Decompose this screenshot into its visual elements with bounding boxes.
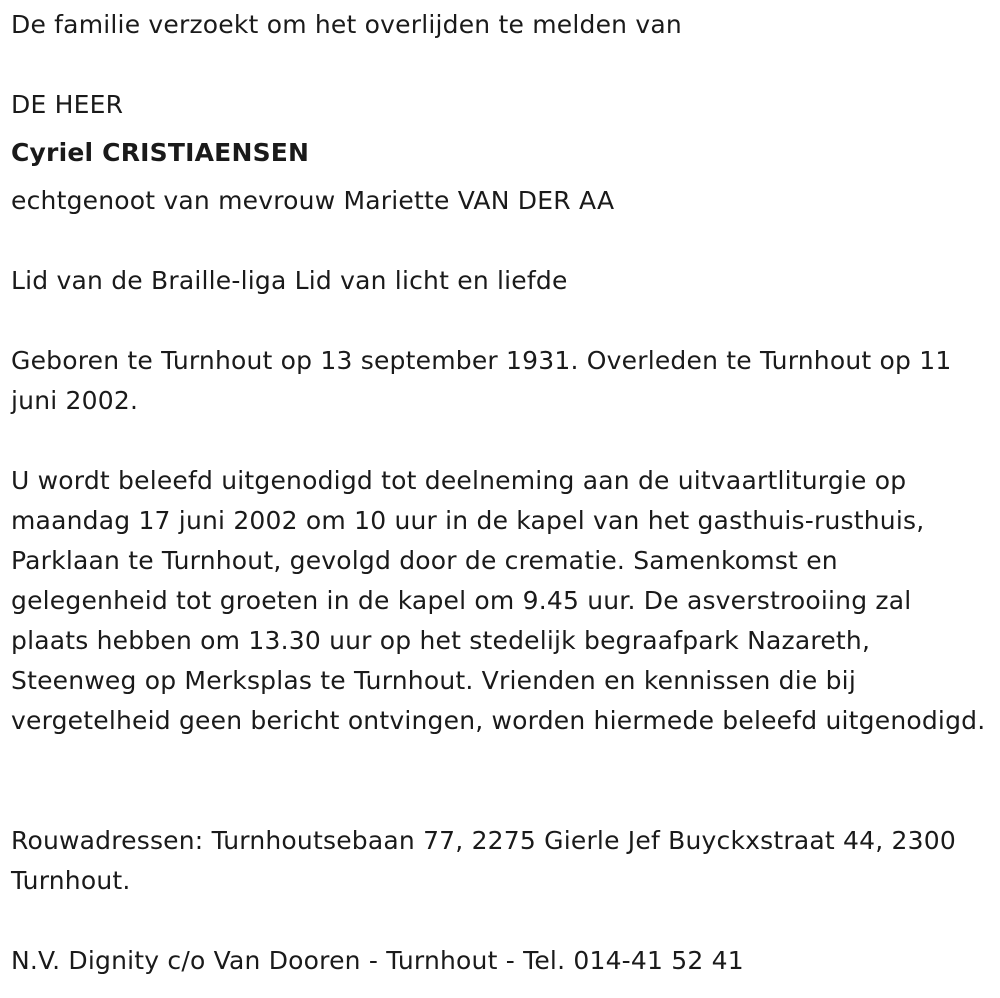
memberships-text: Lid van de Braille-liga Lid van licht en liefde: [11, 266, 568, 295]
birth-death-text: Geboren te Turnhout op 13 september 1931. Overleden te Turnhout op 11 juni 2002.: [11, 346, 952, 415]
spouse-text: echtgenoot van mevrouw Mariette VAN DER AA: [11, 186, 615, 215]
deceased-name: Cyriel CRISTIAENSEN: [11, 138, 310, 167]
invitation-text: U wordt beleefd uitgenodigd tot deelneming aan de uitvaartliturgie op maandag 17 juni 2002 om 10 uur in de kapel van het gasthuis-rusthuis, Parklaan te Turnhout, gevolgd door de crematie. Samenkomst en gelegenheid tot groeten in de kapel om 9.45 uur. De asverstrooiing zal plaats hebben om 13.30 uur op het stedelijk begraafpark Nazareth, Steenweg op Merksplas te Turnhout. Vrienden en kennissen die bij vergetelheid geen bericht ontvingen, worden hiermede beleefd uitgenodigd.: [11, 466, 986, 735]
intro-text: De familie verzoekt om het overlijden te melden van: [11, 10, 682, 39]
funeral-home-text: N.V. Dignity c/o Van Dooren - Turnhout - Tel. 014-41 52 41: [11, 946, 744, 975]
honorific-title: DE HEER: [11, 90, 124, 119]
addresses-text: Rouwadressen: Turnhoutsebaan 77, 2275 Gierle Jef Buyckxstraat 44, 2300 Turnhout.: [11, 826, 956, 895]
